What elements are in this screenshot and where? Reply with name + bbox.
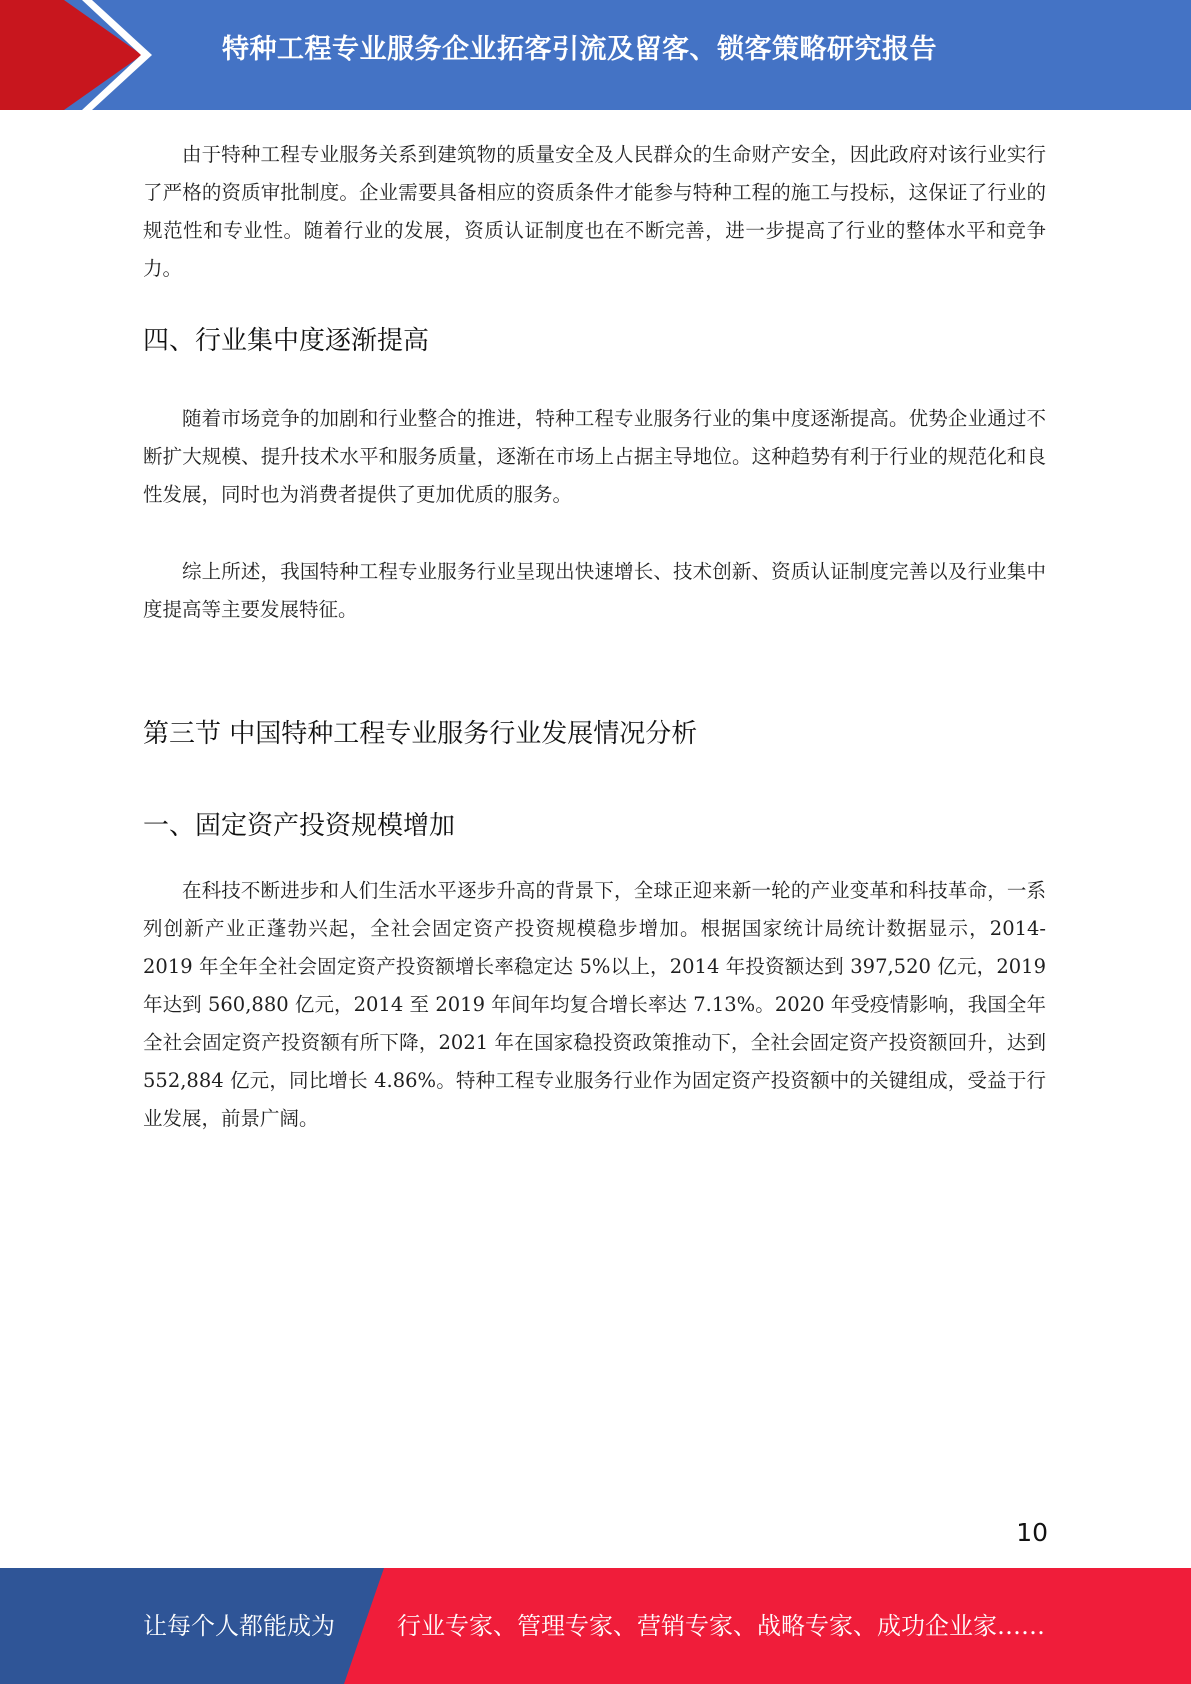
report-title: 特种工程专业服务企业拓客引流及留客、锁客策略研究报告 [222, 34, 937, 65]
page-header [0, 0, 1191, 110]
paragraph-concentration: 随着市场竞争的加剧和行业整合的推进，特种工程专业服务行业的集中度逐渐提高。优势企业通过不断扩大规模、提升技术水平和服务质量，逐渐在市场上占据主导地位。这种趋势有利于行业的规范化和良性发展，同时也为消费者提供了更加优质的服务。 [143, 407, 1046, 506]
footer-slogan-right: 行业专家、管理专家、营销专家、战略专家、成功企业家…… [397, 1612, 1045, 1640]
page-footer [0, 1568, 1191, 1684]
section-heading: 第三节 中国特种工程专业服务行业发展情况分析 [143, 719, 698, 749]
heading-fixed-asset-investment: 一、固定资产投资规模增加 [143, 811, 456, 841]
header-red-arrow [0, 0, 142, 110]
page-number: 10 [1016, 1518, 1048, 1547]
paragraph-summary: 综上所述，我国特种工程专业服务行业呈现出快速增长、技术创新、资质认证制度完善以及行业集中度提高等主要发展特征。 [143, 560, 1046, 621]
heading-industry-concentration: 四、行业集中度逐渐提高 [143, 326, 430, 356]
paragraph-qualification: 由于特种工程专业服务关系到建筑物的质量安全及人民群众的生命财产安全，因此政府对该行业实行了严格的资质审批制度。企业需要具备相应的资质条件才能参与特种工程的施工与投标，这保证了行业的规范性和专业性。随着行业的发展，资质认证制度也在不断完善，进一步提高了行业的整体水平和竞争力。 [143, 143, 1046, 280]
paragraph-investment: 在科技不断进步和人们生活水平逐步升高的背景下，全球正迎来新一轮的产业变革和科技革命，一系列创新产业正蓬勃兴起，全社会固定资产投资规模稳步增加。根据国家统计局统计数据显示，2014-2019 年全年全社会固定资产投资额增长率稳定达 5%以上，2014 年投资额达到 397,520 亿元，2019 年达到 560,880 亿元，2014 至 2019 年间年均复合增长率达 7.13%。2020 年受疫情影响，我国全年全社会固定资产投资额有所下降，2021 年在国家稳投资政策推动下，全社会固定资产投资额回升，达到 552,884 亿元，同比增长 4.86%。特种工程专业服务行业作为固定资产投资额中的关键组成，受益于行业发展，前景广阔。 [143, 879, 1046, 1130]
footer-slogan-left: 让每个人都能成为 [143, 1612, 335, 1640]
